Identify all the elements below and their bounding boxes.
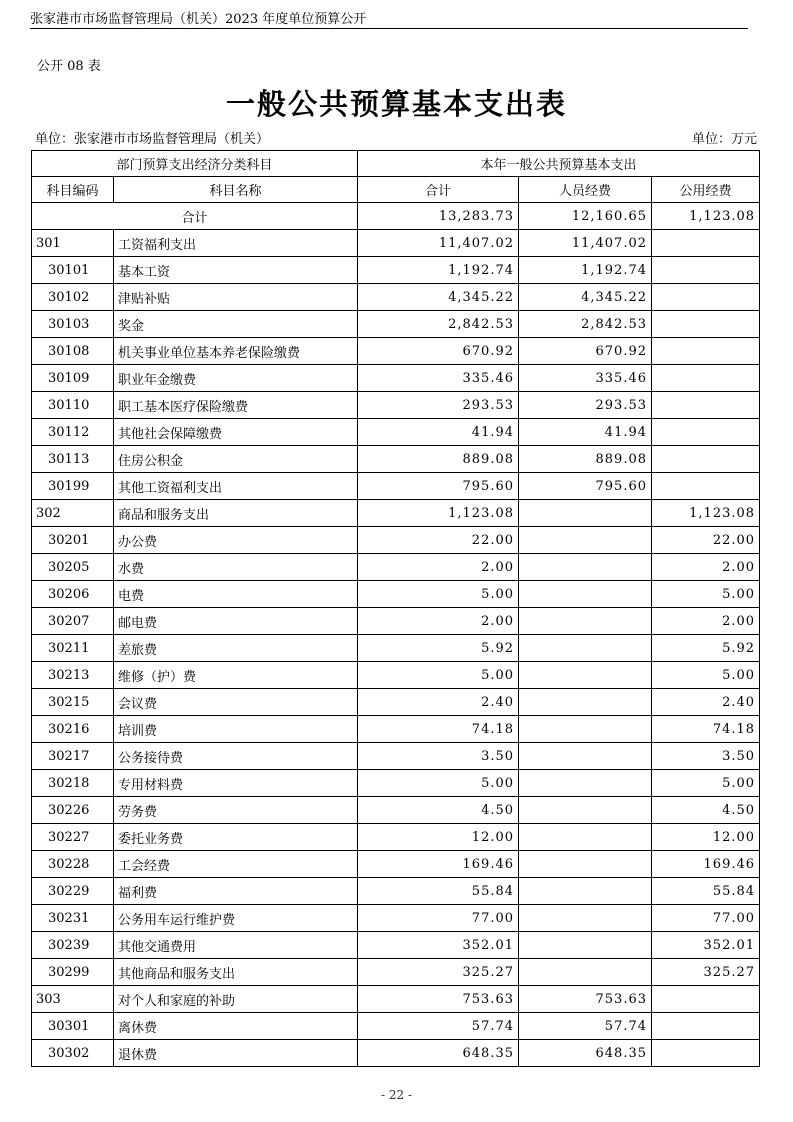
row-personnel: [519, 581, 652, 608]
organization-unit: 单位：张家港市市场监督管理局（机关）: [35, 132, 270, 147]
row-name: 其他社会保障缴费: [114, 419, 358, 446]
table-row: [32, 797, 760, 824]
row-public: [652, 473, 760, 500]
row-code: 30207: [32, 608, 114, 635]
row-personnel: [519, 635, 652, 662]
row-name: 退休费: [114, 1040, 358, 1067]
row-code: 30103: [32, 311, 114, 338]
row-code: 30217: [32, 743, 114, 770]
row-personnel: 41.94: [519, 419, 652, 446]
row-code: 302: [32, 500, 114, 527]
row-code: 30218: [32, 770, 114, 797]
table-row: [32, 257, 760, 284]
total-label: 合计: [32, 203, 358, 230]
running-header: 张家港市市场监督管理局（机关）2023 年度单位预算公开: [30, 12, 367, 27]
row-public: 4.50: [652, 797, 760, 824]
row-code: 30239: [32, 932, 114, 959]
table-row: [32, 473, 760, 500]
row-code: 30101: [32, 257, 114, 284]
row-code: 30112: [32, 419, 114, 446]
row-name: 对个人和家庭的补助: [114, 986, 358, 1013]
table-row: [32, 1013, 760, 1040]
row-personnel: 293.53: [519, 392, 652, 419]
row-code: 30231: [32, 905, 114, 932]
table-row: [32, 419, 760, 446]
row-total: 2.00: [358, 554, 519, 581]
group-header-row: [32, 151, 760, 177]
table-row: [32, 986, 760, 1013]
row-total: 5.92: [358, 635, 519, 662]
row-total: 753.63: [358, 986, 519, 1013]
table-row: [32, 824, 760, 851]
row-total: 169.46: [358, 851, 519, 878]
row-personnel: 795.60: [519, 473, 652, 500]
row-total: 1,192.74: [358, 257, 519, 284]
row-personnel: 4,345.22: [519, 284, 652, 311]
row-personnel: [519, 878, 652, 905]
table-row: [32, 446, 760, 473]
column-header-public: 公用经费: [652, 177, 760, 203]
row-code: 30108: [32, 338, 114, 365]
row-personnel: 648.35: [519, 1040, 652, 1067]
row-public: 169.46: [652, 851, 760, 878]
row-total: 22.00: [358, 527, 519, 554]
row-total: 2.00: [358, 608, 519, 635]
row-total: 325.27: [358, 959, 519, 986]
row-personnel: [519, 743, 652, 770]
row-name: 住房公积金: [114, 446, 358, 473]
row-name: 差旅费: [114, 635, 358, 662]
row-name: 离休费: [114, 1013, 358, 1040]
column-header-total: 合计: [358, 177, 519, 203]
form-code: 公开 08 表: [37, 59, 101, 74]
row-total: 74.18: [358, 716, 519, 743]
row-public: [652, 392, 760, 419]
row-name: 奖金: [114, 311, 358, 338]
table-row: [32, 932, 760, 959]
budget-table: [31, 150, 760, 1067]
row-code: 30113: [32, 446, 114, 473]
group-header-classification: 部门预算支出经济分类科目: [32, 151, 358, 177]
row-name: 电费: [114, 581, 358, 608]
row-total: 55.84: [358, 878, 519, 905]
row-personnel: [519, 932, 652, 959]
table-row: [32, 365, 760, 392]
row-public: 55.84: [652, 878, 760, 905]
row-name: 其他工资福利支出: [114, 473, 358, 500]
group-header-basic-expenditure: 本年一般公共预算基本支出: [358, 151, 760, 177]
table-row: [32, 554, 760, 581]
table-row: [32, 230, 760, 257]
row-code: 30299: [32, 959, 114, 986]
row-personnel: 11,407.02: [519, 230, 652, 257]
row-personnel: 2,842.53: [519, 311, 652, 338]
row-public: [652, 986, 760, 1013]
row-total: 2.40: [358, 689, 519, 716]
total-row: [32, 203, 760, 230]
row-public: 352.01: [652, 932, 760, 959]
row-code: 30228: [32, 851, 114, 878]
row-public: [652, 338, 760, 365]
row-public: 12.00: [652, 824, 760, 851]
row-total: 5.00: [358, 662, 519, 689]
table-row: [32, 959, 760, 986]
table-row: [32, 878, 760, 905]
row-total: 41.94: [358, 419, 519, 446]
row-code: 30110: [32, 392, 114, 419]
row-total: 335.46: [358, 365, 519, 392]
table-row: [32, 581, 760, 608]
row-total: 5.00: [358, 770, 519, 797]
table-row: [32, 635, 760, 662]
row-total: 795.60: [358, 473, 519, 500]
table-row: [32, 1040, 760, 1067]
row-total: 4.50: [358, 797, 519, 824]
table-row: [32, 851, 760, 878]
row-code: 30211: [32, 635, 114, 662]
document-title: 一般公共预算基本支出表: [225, 87, 567, 121]
row-public: 77.00: [652, 905, 760, 932]
table-row: [32, 527, 760, 554]
table-row: [32, 905, 760, 932]
column-header-name: 科目名称: [114, 177, 358, 203]
row-total: 3.50: [358, 743, 519, 770]
table-row: [32, 392, 760, 419]
row-name: 其他交通费用: [114, 932, 358, 959]
column-header-code: 科目编码: [32, 177, 114, 203]
row-code: 30302: [32, 1040, 114, 1067]
row-public: 2.40: [652, 689, 760, 716]
row-personnel: [519, 527, 652, 554]
row-personnel: 335.46: [519, 365, 652, 392]
row-code: 30229: [32, 878, 114, 905]
row-personnel: [519, 824, 652, 851]
row-personnel: [519, 797, 652, 824]
row-name: 维修（护）费: [114, 662, 358, 689]
row-code: 30206: [32, 581, 114, 608]
row-total: 4,345.22: [358, 284, 519, 311]
row-name: 邮电费: [114, 608, 358, 635]
table-row: [32, 689, 760, 716]
row-personnel: [519, 500, 652, 527]
row-code: 30199: [32, 473, 114, 500]
row-personnel: [519, 905, 652, 932]
row-code: 30227: [32, 824, 114, 851]
row-code: 30213: [32, 662, 114, 689]
row-total: 670.92: [358, 338, 519, 365]
table-row: [32, 608, 760, 635]
row-name: 会议费: [114, 689, 358, 716]
row-personnel: [519, 608, 652, 635]
row-public: 325.27: [652, 959, 760, 986]
row-name: 商品和服务支出: [114, 500, 358, 527]
row-personnel: [519, 689, 652, 716]
row-total: 77.00: [358, 905, 519, 932]
row-total: 1,123.08: [358, 500, 519, 527]
row-total: 12.00: [358, 824, 519, 851]
row-personnel: [519, 662, 652, 689]
row-code: 30109: [32, 365, 114, 392]
row-name: 工资福利支出: [114, 230, 358, 257]
total-amount: 13,283.73: [358, 203, 519, 230]
row-public: [652, 446, 760, 473]
row-public: [652, 365, 760, 392]
row-personnel: [519, 770, 652, 797]
row-code: 301: [32, 230, 114, 257]
row-public: 2.00: [652, 608, 760, 635]
row-code: 30215: [32, 689, 114, 716]
table-row: [32, 662, 760, 689]
row-name: 培训费: [114, 716, 358, 743]
header-divider: [30, 28, 748, 29]
row-name: 委托业务费: [114, 824, 358, 851]
row-personnel: 670.92: [519, 338, 652, 365]
row-personnel: 1,192.74: [519, 257, 652, 284]
row-public: 5.00: [652, 581, 760, 608]
total-personnel: 12,160.65: [519, 203, 652, 230]
row-name: 公务接待费: [114, 743, 358, 770]
row-public: [652, 311, 760, 338]
row-public: 5.00: [652, 662, 760, 689]
row-name: 办公费: [114, 527, 358, 554]
row-public: [652, 1013, 760, 1040]
row-public: 2.00: [652, 554, 760, 581]
row-name: 职业年金缴费: [114, 365, 358, 392]
row-name: 基本工资: [114, 257, 358, 284]
row-personnel: [519, 716, 652, 743]
row-public: [652, 1040, 760, 1067]
row-public: 5.00: [652, 770, 760, 797]
table-body: [32, 203, 760, 1067]
row-public: 3.50: [652, 743, 760, 770]
row-personnel: 57.74: [519, 1013, 652, 1040]
row-personnel: 753.63: [519, 986, 652, 1013]
total-public: 1,123.08: [652, 203, 760, 230]
row-public: 5.92: [652, 635, 760, 662]
row-personnel: 889.08: [519, 446, 652, 473]
row-name: 机关事业单位基本养老保险缴费: [114, 338, 358, 365]
row-total: 293.53: [358, 392, 519, 419]
column-header-personnel: 人员经费: [519, 177, 652, 203]
table-row: [32, 284, 760, 311]
row-name: 劳务费: [114, 797, 358, 824]
row-name: 水费: [114, 554, 358, 581]
row-name: 工会经费: [114, 851, 358, 878]
row-code: 30301: [32, 1013, 114, 1040]
row-total: 2,842.53: [358, 311, 519, 338]
row-personnel: [519, 851, 652, 878]
row-total: 5.00: [358, 581, 519, 608]
row-code: 303: [32, 986, 114, 1013]
row-code: 30102: [32, 284, 114, 311]
row-name: 福利费: [114, 878, 358, 905]
row-personnel: [519, 554, 652, 581]
row-code: 30205: [32, 554, 114, 581]
table-row: [32, 770, 760, 797]
row-public: [652, 419, 760, 446]
table-row: [32, 311, 760, 338]
row-name: 其他商品和服务支出: [114, 959, 358, 986]
row-code: 30216: [32, 716, 114, 743]
currency-unit: 单位：万元: [691, 132, 757, 147]
row-code: 30201: [32, 527, 114, 554]
row-total: 57.74: [358, 1013, 519, 1040]
row-public: [652, 230, 760, 257]
table-row: [32, 338, 760, 365]
table-row: [32, 743, 760, 770]
row-total: 352.01: [358, 932, 519, 959]
row-name: 职工基本医疗保险缴费: [114, 392, 358, 419]
row-public: 1,123.08: [652, 500, 760, 527]
row-name: 公务用车运行维护费: [114, 905, 358, 932]
page-number: - 22 -: [380, 1088, 412, 1102]
row-total: 11,407.02: [358, 230, 519, 257]
row-public: [652, 284, 760, 311]
column-header-row: [32, 177, 760, 203]
table-row: [32, 716, 760, 743]
row-code: 30226: [32, 797, 114, 824]
row-public: 74.18: [652, 716, 760, 743]
table-row: [32, 500, 760, 527]
row-total: 648.35: [358, 1040, 519, 1067]
row-name: 专用材料费: [114, 770, 358, 797]
row-public: [652, 257, 760, 284]
row-name: 津贴补贴: [114, 284, 358, 311]
row-total: 889.08: [358, 446, 519, 473]
row-personnel: [519, 959, 652, 986]
row-public: 22.00: [652, 527, 760, 554]
